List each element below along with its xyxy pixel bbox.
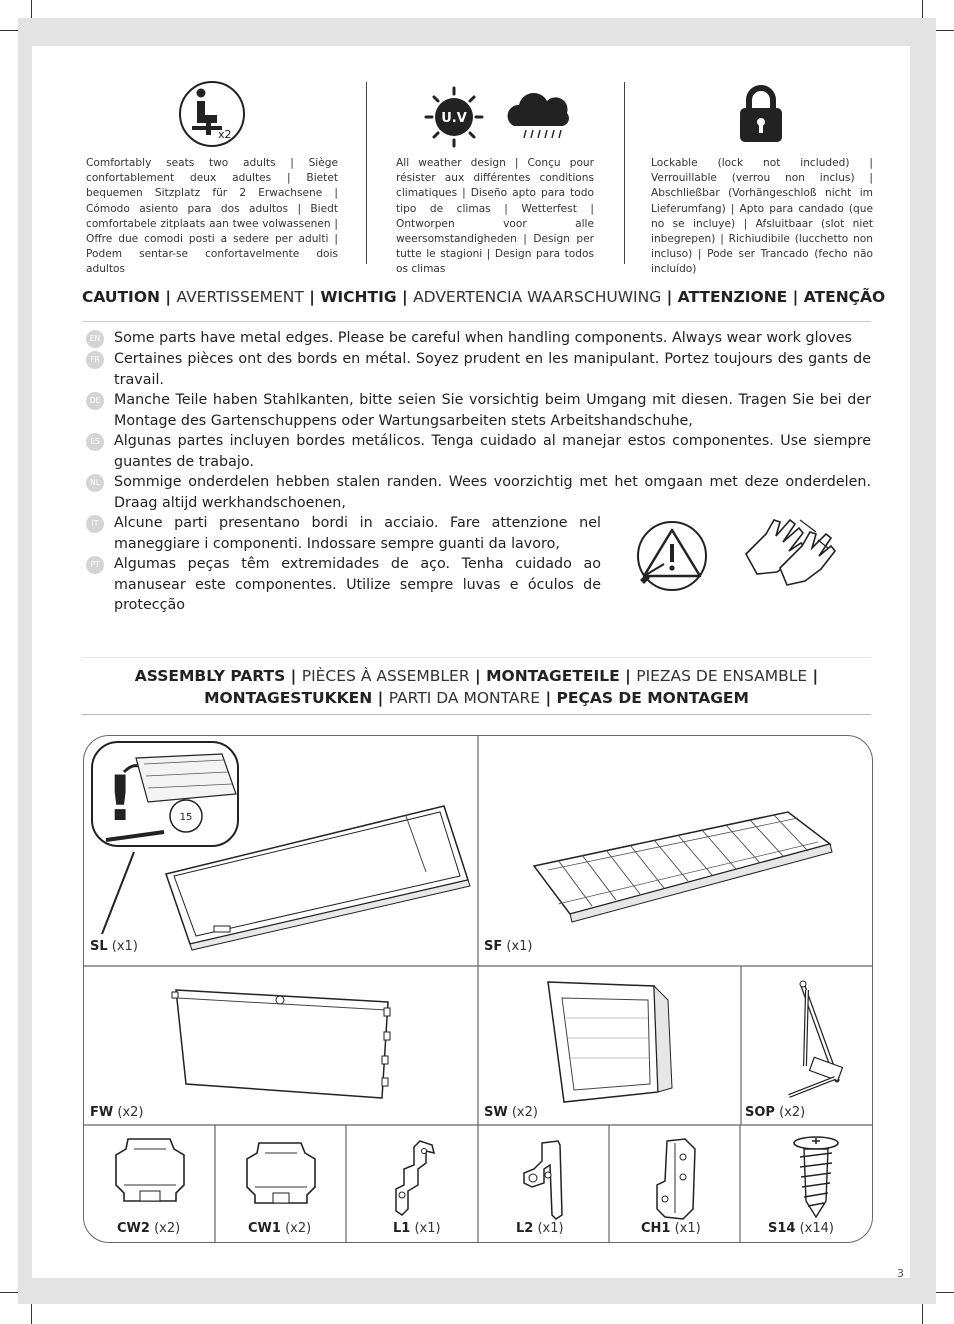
- part-label: [484, 939, 533, 954]
- part-qty: (x2): [285, 1221, 312, 1236]
- crop-mark: [934, 1292, 954, 1293]
- heading-part: WICHTIG: [320, 288, 397, 306]
- lang-badge: ES: [86, 433, 104, 451]
- part-sl: [84, 736, 478, 966]
- part-code: FW: [90, 1105, 114, 1120]
- part-code: S14: [768, 1221, 796, 1236]
- part-qty: (x2): [154, 1221, 181, 1236]
- caution-text: Algunas partes incluyen bordes metálicos. Tenga cuidado al manejar estos componentes. Use siempre guantes de trabajo.: [114, 433, 871, 470]
- part-cw1: [215, 1125, 346, 1242]
- seat-frame-illustration: [478, 736, 872, 966]
- seat-two-adults-icon: [86, 80, 338, 154]
- part-label: [745, 1105, 805, 1120]
- heading-part: PIÈCES À ASSEMBLER: [301, 667, 470, 685]
- part-qty: (x1): [506, 939, 533, 954]
- part-label: [90, 1105, 143, 1120]
- feature-text: All weather design | Conçu pour résister aux différentes conditions climatiques | Diseño apto para todo tipo de climas | Wetterfest | Ontworpen voor alle weersomstandigheden | Design per tutte le stagioni | Design para todos os climas: [396, 157, 594, 276]
- heading-part: MONTAGESTUKKEN: [204, 689, 373, 707]
- assembly-heading-line1: [82, 665, 871, 687]
- divider: [82, 714, 871, 715]
- part-label: [768, 1221, 834, 1236]
- divider: [82, 657, 871, 658]
- heading-part: MONTAGETEILE: [486, 667, 620, 685]
- part-l1: [346, 1125, 478, 1242]
- lang-badge: IT: [86, 515, 104, 533]
- feature-weather: [396, 80, 594, 276]
- part-cw2: [84, 1125, 215, 1242]
- heading-part: PEÇAS DE MONTAGEM: [556, 689, 749, 707]
- feature-text: Comfortably seats two adults | Siège confortablement deux adultes | Bietet bequemen Sitzplatz für 2 Erwachsene | Cómodo asiento para dos adultos | Biedt comfortabele zitplaats aan twee volwassenen | Offre due comodi posti a sedere per adulti | Podem sentar-se confortavelmente dois adultos: [86, 157, 338, 276]
- page-frame: [18, 18, 32, 1304]
- heading-part: |: [285, 667, 302, 685]
- part-label: [117, 1221, 180, 1236]
- work-gloves-icon: [740, 514, 844, 590]
- heading-part: PARTI DA MONTARE: [388, 689, 541, 707]
- part-qty: (x2): [779, 1105, 806, 1120]
- crop-mark: [0, 30, 20, 31]
- heading-part: ASSEMBLY PARTS: [134, 667, 286, 685]
- strut-illustration: [741, 966, 872, 1125]
- part-ch1: [609, 1125, 740, 1242]
- part-qty: (x1): [537, 1221, 564, 1236]
- parts-grid: [83, 735, 873, 1243]
- assembly-heading-line2: [82, 687, 871, 709]
- crop-mark: [0, 1292, 20, 1293]
- part-sf: [478, 736, 872, 966]
- divider: [366, 82, 367, 264]
- caution-text: Algumas peças têm extremidades de aço. Tenha cuidado ao manusear este componentes. Utilize sempre luvas e óculos de protecção: [114, 556, 601, 613]
- page-frame: [910, 18, 936, 1304]
- part-qty: (x14): [799, 1221, 834, 1236]
- part-label: [393, 1221, 441, 1236]
- part-code: L1: [393, 1221, 411, 1236]
- uv-weather-icon: [396, 80, 594, 154]
- badge-x2: x2: [218, 128, 232, 141]
- part-sop: [741, 966, 872, 1125]
- heading-part: |: [396, 288, 414, 306]
- crop-mark: [922, 1304, 923, 1324]
- part-qty: (x2): [117, 1105, 144, 1120]
- seat-lid-illustration: [84, 736, 478, 966]
- part-qty: (x2): [511, 1105, 538, 1120]
- part-qty: (x1): [111, 939, 138, 954]
- heading-part: AVERTISSEMENT: [176, 288, 304, 306]
- part-l2: [478, 1125, 609, 1242]
- part-code: SOP: [745, 1105, 775, 1120]
- part-sw: [478, 966, 741, 1125]
- part-code: CH1: [641, 1221, 671, 1236]
- uv-badge: U.V: [441, 111, 467, 126]
- lang-badge: EN: [86, 330, 104, 348]
- crop-mark: [31, 0, 32, 20]
- part-qty: (x1): [674, 1221, 701, 1236]
- lang-badge: PT: [86, 556, 104, 574]
- caution-mark: !: [106, 762, 135, 835]
- heading-part: CAUTION: [82, 288, 160, 306]
- part-label: [641, 1221, 701, 1236]
- crop-mark: [934, 30, 954, 31]
- part-s14: [740, 1125, 872, 1242]
- part-qty: (x1): [414, 1221, 441, 1236]
- side-wall-illustration: [478, 966, 741, 1125]
- divider: [624, 82, 625, 264]
- front-wall-illustration: [84, 966, 478, 1125]
- caution-text: Manche Teile haben Stahlkanten, bitte seien Sie vorsichtig beim Umgang mit diesen. Tragen Sie bei der Montage des Gartenschuppens oder Wartungsarbeiten stets Arbeitshandschuhe,: [114, 392, 871, 429]
- part-label: [248, 1221, 311, 1236]
- lang-badge: FR: [86, 351, 104, 369]
- feature-text: Lockable (lock not included) | Verrouillable (verrou non inclus) | Abschließbar (Vorhängeschloß nicht im Lieferumfang) | Apto para candado (que no se incluye) | Afsluitbaar (slot niet inbegrepen) | Richiudibile (lucchetto non incluso) | Pode ser Trancado (fecho não incluído): [651, 157, 873, 276]
- part-fw: [84, 966, 478, 1125]
- heading-part: |: [619, 667, 637, 685]
- heading-part: |: [469, 667, 487, 685]
- part-code: CW1: [248, 1221, 281, 1236]
- heading-part: ATTENZIONE: [677, 288, 788, 306]
- part-label: [90, 939, 138, 954]
- part-code: CW2: [117, 1221, 150, 1236]
- feature-seating: [86, 80, 338, 276]
- crop-mark: [31, 1304, 32, 1324]
- padlock-icon: [651, 80, 873, 154]
- heading-part: |: [661, 288, 678, 306]
- part-code: SW: [484, 1105, 508, 1120]
- heading-part: ATENÇÃO: [803, 288, 886, 306]
- lang-badge: NL: [86, 474, 104, 492]
- caution-text: Alcune parti presentano bordi in acciaio. Fare attenzione nel maneggiare i componenti. Indossare sempre guanti da lavoro,: [114, 515, 601, 552]
- heading-part: ADVERTENCIA WAARSCHUWING: [413, 288, 662, 306]
- lang-badge: DE: [86, 392, 104, 410]
- caution-text: Some parts have metal edges. Please be careful when handling components. Always wear work gloves: [114, 330, 852, 346]
- heading-part: |: [372, 689, 389, 707]
- heading-part: |: [159, 288, 177, 306]
- assembly-heading: [82, 665, 871, 709]
- part-code: SL: [90, 939, 108, 954]
- page-frame: [18, 18, 936, 46]
- caution-text: Sommige onderdelen hebben stalen randen. Wees voorzichtig met het omgaan met deze onderdelen. Draag altijd werkhandschoenen,: [114, 474, 871, 511]
- divider: [82, 321, 871, 322]
- caution-text: Certaines pièces ont des bords en métal. Soyez prudent en les manipulant. Portez toujours des gants de travail.: [114, 351, 871, 388]
- part-label: [484, 1105, 538, 1120]
- page-number: 3: [897, 1267, 904, 1280]
- sharp-edge-warning-icon: [636, 520, 708, 592]
- caution-heading: [82, 288, 886, 306]
- heading-part: PIEZAS DE ENSAMBLE: [636, 667, 808, 685]
- heading-part: |: [787, 288, 804, 306]
- feature-lockable: [651, 80, 873, 276]
- part-code: SF: [484, 939, 503, 954]
- crop-mark: [922, 0, 923, 20]
- page-frame: [18, 1278, 936, 1304]
- part-code: L2: [516, 1221, 534, 1236]
- part-label: [516, 1221, 564, 1236]
- heading-part: |: [807, 667, 819, 685]
- heading-part: |: [303, 288, 321, 306]
- svg-text:15: 15: [179, 812, 193, 823]
- heading-part: |: [540, 689, 557, 707]
